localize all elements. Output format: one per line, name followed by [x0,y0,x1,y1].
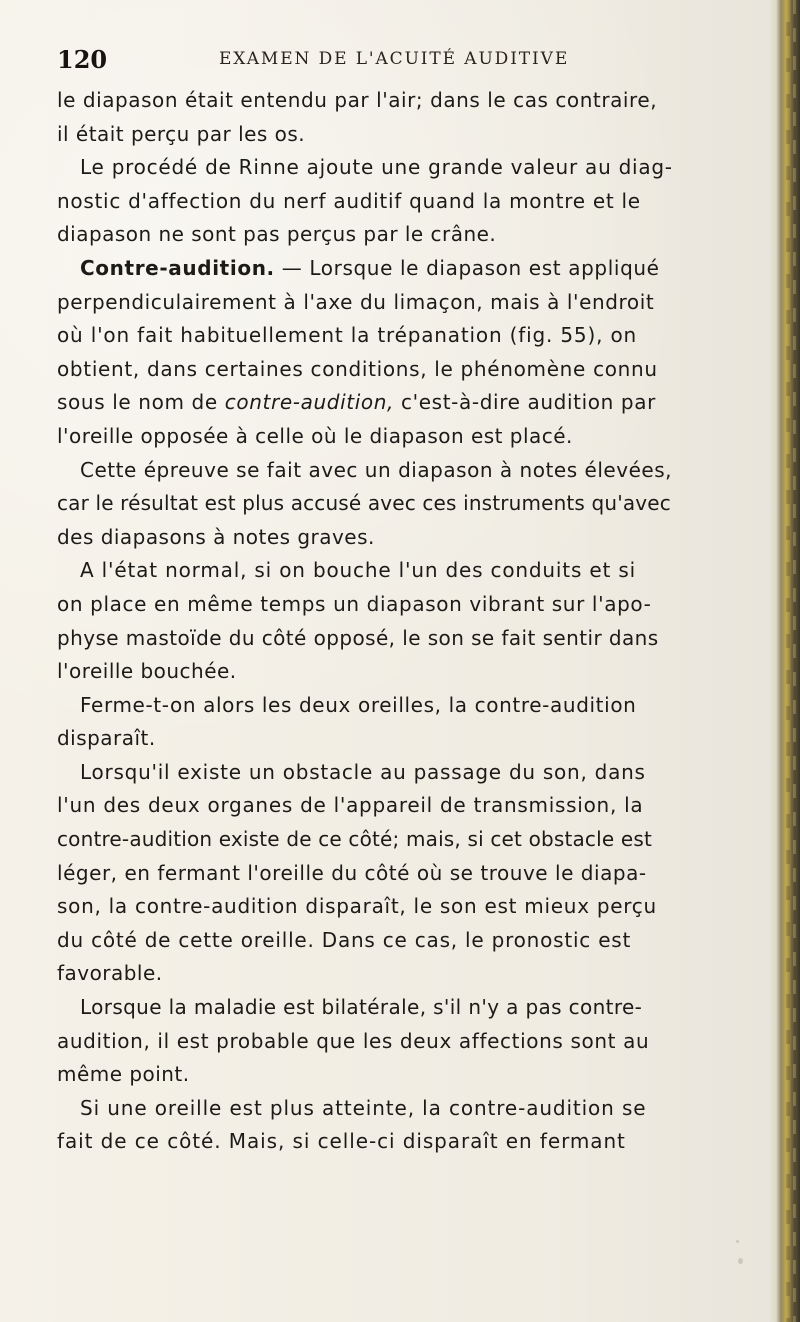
text-line [57,1025,762,1059]
page-header [57,45,747,85]
text-line [57,588,762,622]
line-text: car le résultat est plus accusé avec ces instruments qu'avec [57,491,671,516]
page-spot [738,1258,743,1264]
text-line [57,218,762,252]
line-text: A l'état normal, si on bouche l'un des conduits et si [80,558,636,583]
line-text: le diapason était entendu par l'air; dans le cas contraire, [57,88,658,112]
running-head: EXAMEN DE L'ACUITÉ AUDITIVE [219,49,570,69]
line-text: l'oreille bouchée. [57,659,237,684]
text-line [57,756,762,790]
text-line [57,890,762,924]
line-text: fait de ce côté. Mais, si celle-ci disparaît en fermant [57,1129,626,1154]
line-text: obtient, dans certaines conditions, le phénomène connu [57,356,658,381]
text-line [57,857,762,891]
line-text: contre-audition existe de ce côté; mais, si cet obstacle est [57,827,652,852]
text-line [57,1125,762,1159]
text-line [57,655,762,689]
text-line [57,1058,762,1092]
italic-term: contre-audition, [224,390,395,415]
line-text: c'est-à-dire audition par [394,390,656,415]
body-text [57,84,762,1159]
line-text: Le procédé de Rinne ajoute une grande valeur au diag- [80,155,673,180]
line-text: Ferme-t-on alors les deux oreilles, la contre-audition [80,692,637,717]
line-text: nostic d'affection du nerf auditif quand la montre et le [57,188,641,213]
line-text: favorable. [57,961,163,986]
line-text: des diapasons à notes graves. [57,524,375,549]
line-text: diapason ne sont pas perçus par le crâne. [57,222,497,247]
line-text: sous le nom de [57,390,225,415]
text-line [57,319,762,353]
line-text: léger, en fermant l'oreille du côté où se trouve le diapa- [57,860,647,885]
text-line [57,286,762,320]
text-line [57,689,762,723]
line-text: audition, il est probable que les deux affections sont au [57,1028,650,1053]
text-line [57,823,762,857]
line-text: du côté de cette oreille. Dans ce cas, le pronostic est [57,927,632,952]
text-line [57,353,762,387]
line-text: il était perçu par les os. [57,121,306,146]
text-line [57,185,762,219]
text-line [57,991,762,1025]
page-spot [736,1240,739,1243]
section-heading: Contre-audition. [80,255,275,280]
book-binding-edge [770,0,800,1322]
line-text: disparaît. [57,726,156,751]
line-text: son, la contre-audition disparaît, le son est mieux perçu [57,894,657,919]
text-line [57,487,762,521]
text-line [57,554,762,588]
page-number: 120 [57,45,108,74]
text-line [57,622,762,656]
line-text: l'un des deux organes de l'appareil de transmission, la [57,793,644,818]
text-line [57,252,762,286]
line-text: on place en même temps un diapason vibrant sur l'apo- [57,591,652,616]
line-text: physe mastoïde du côté opposé, le son se fait sentir dans [57,625,659,650]
line-text: perpendiculairement à l'axe du limaçon, mais à l'endroit [57,289,655,314]
text-line [57,521,762,555]
text-line [57,789,762,823]
line-text: même point. [57,1062,190,1087]
line-text: Cette épreuve se fait avec un diapason à notes élevées, [80,457,673,482]
text-line [57,1092,762,1126]
text-line [57,722,762,756]
text-line [57,957,762,991]
line-text: — Lorsque le diapason est appliqué [274,255,660,280]
line-text: Lorsqu'il existe un obstacle au passage du son, dans [80,759,646,784]
line-text: Lorsque la maladie est bilatérale, s'il n'y a pas contre- [80,995,643,1020]
text-line [57,420,762,454]
text-line [57,454,762,488]
line-text: Si une oreille est plus atteinte, la contre-audition se [80,1095,647,1120]
text-line [57,84,762,118]
line-text: où l'on fait habituellement la trépanation (fig. 55), on [57,323,637,348]
text-line [57,386,762,420]
text-line [57,118,762,152]
text-line [57,924,762,958]
text-line [57,151,762,185]
line-text: l'oreille opposée à celle où le diapason est placé. [57,423,573,448]
